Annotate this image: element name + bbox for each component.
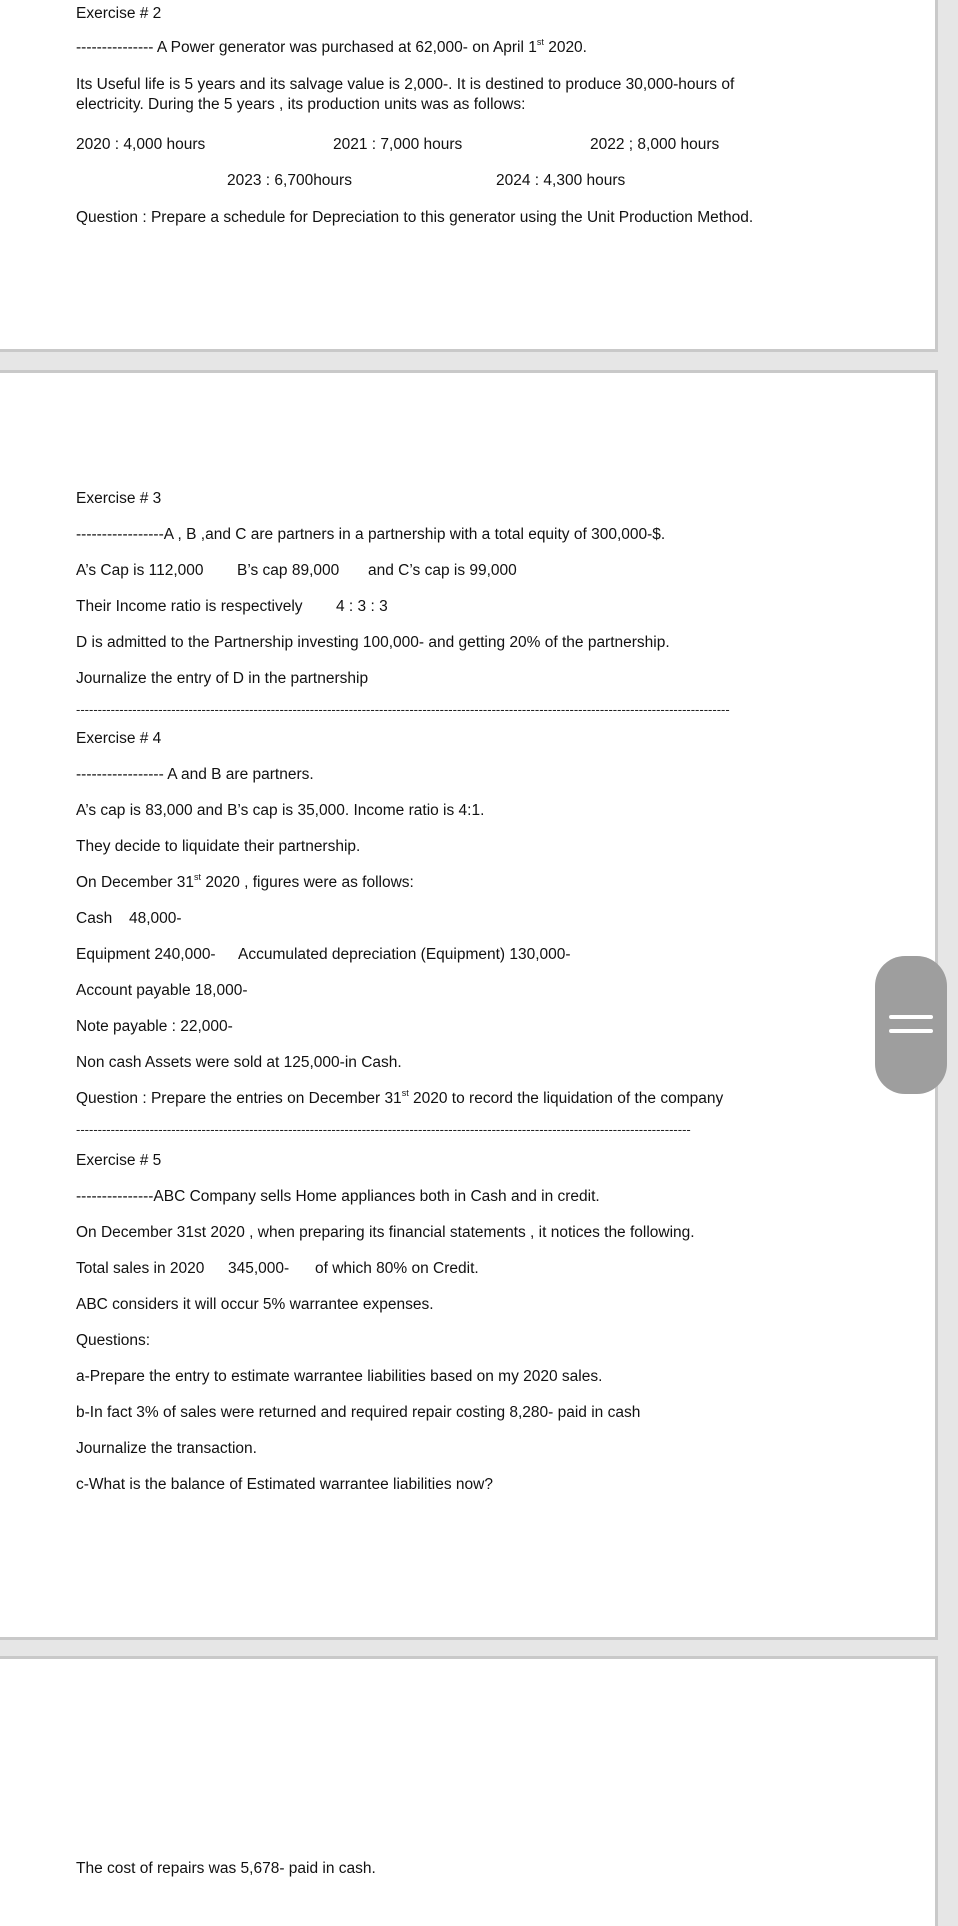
- superscript: st: [194, 871, 202, 882]
- hours-2022: 2022 ; 8,000 hours: [590, 136, 720, 153]
- cap-c: and C’s cap is 99,000: [368, 562, 517, 579]
- exercise-5-notice: On December 31st 2020 , when preparing its financial statements , it notices the following.: [76, 1224, 695, 1241]
- exercise-5-heading: Exercise # 5: [76, 1152, 162, 1169]
- cap-b: B’s cap 89,000: [237, 562, 340, 579]
- section-divider: ----------------------------------------------------------------------------------------------------------------------------------------------: [76, 1123, 691, 1137]
- sales-value: 345,000-: [228, 1260, 290, 1277]
- accumulated-depreciation: Accumulated depreciation (Equipment) 130,000-: [238, 946, 571, 963]
- admission-text: D is admitted to the Partnership investing 100,000- and getting 20% of the partnership.: [76, 634, 670, 651]
- exercise-2-paragraph: Its Useful life is 5 years and its salvage value is 2,000-. It is destined to produce 30,000-hours of electricity. During the 5 years , its production units was as follows:: [76, 76, 735, 113]
- accounts-payable: Account payable 18,000-: [76, 982, 248, 999]
- assets-sold: Non cash Assets were sold at 125,000-in Cash.: [76, 1054, 402, 1071]
- hours-2024: 2024 : 4,300 hours: [496, 172, 626, 189]
- cash-label: Cash: [76, 910, 113, 927]
- question-c: c-What is the balance of Estimated warrantee liabilities now?: [76, 1476, 493, 1493]
- sales-note: of which 80% on Credit.: [315, 1260, 479, 1277]
- income-ratio-value: 4 : 3 : 3: [336, 598, 388, 615]
- exercise-2-question: Question : Prepare a schedule for Depreciation to this generator using the Unit Production Method.: [76, 209, 754, 226]
- question-text: Question : Prepare the entries on December 31: [76, 1090, 402, 1107]
- question-text-end: 2020 to record the liquidation of the company: [408, 1090, 724, 1107]
- repairs-cost: The cost of repairs was 5,678- paid in cash.: [76, 1860, 376, 1877]
- cap-a: A’s Cap is 112,000: [76, 562, 204, 579]
- superscript: st: [536, 36, 544, 47]
- document-page-1: [0, 0, 938, 352]
- exercise-2-intro: [76, 38, 587, 58]
- sales-label: Total sales in 2020: [76, 1260, 205, 1277]
- question-a: a-Prepare the entry to estimate warrantee liabilities based on my 2020 sales.: [76, 1368, 603, 1385]
- exercise-4-heading: Exercise # 4: [76, 730, 162, 747]
- cash-value: 48,000-: [129, 910, 182, 927]
- figures-text: On December 31: [76, 874, 195, 891]
- partner-caps: A’s cap is 83,000 and B’s cap is 35,000. Income ratio is 4:1.: [76, 802, 485, 819]
- handle-grip-line: [889, 1015, 933, 1019]
- scroll-handle[interactable]: [875, 956, 947, 1094]
- exercise-3-intro: -----------------A , B ,and C are partners in a partnership with a total equity of 300,000-$.: [76, 526, 666, 543]
- hours-2023: 2023 : 6,700hours: [227, 172, 352, 189]
- warranty-estimate: ABC considers it will occur 5% warrantee expenses.: [76, 1296, 434, 1313]
- equipment-value: Equipment 240,000-: [76, 946, 216, 963]
- questions-label: Questions:: [76, 1332, 151, 1349]
- exercise-4-question: [76, 1089, 723, 1109]
- handle-grip-line: [889, 1029, 933, 1033]
- section-divider: -------------------------------------------------------------------------------------------------------------------------------------------------------: [76, 703, 730, 717]
- journalize-instruction: Journalize the transaction.: [76, 1440, 257, 1457]
- exercise-5-intro: ---------------ABC Company sells Home appliances both in Cash and in credit.: [76, 1188, 600, 1205]
- income-ratio-label: Their Income ratio is respectively: [76, 598, 303, 615]
- liquidation-decision: They decide to liquidate their partnership.: [76, 838, 361, 855]
- figures-text-end: 2020 , figures were as follows:: [201, 874, 414, 891]
- document-page-3: [0, 1656, 938, 1926]
- superscript: st: [401, 1087, 409, 1098]
- intro-text-end: 2020.: [543, 39, 587, 56]
- hours-2020: 2020 : 4,000 hours: [76, 136, 206, 153]
- intro-dashes: ---------------: [76, 39, 154, 56]
- question-b: b-In fact 3% of sales were returned and required repair costing 8,280- paid in cash: [76, 1404, 641, 1421]
- intro-text: A Power generator was purchased at 62,000- on April 1: [153, 39, 537, 56]
- exercise-3-task: Journalize the entry of D in the partnership: [76, 670, 369, 687]
- note-payable: Note payable : 22,000-: [76, 1018, 233, 1035]
- exercise-4-intro: ----------------- A and B are partners.: [76, 766, 314, 783]
- exercise-3-heading: Exercise # 3: [76, 490, 162, 507]
- exercise-2-heading: Exercise # 2: [76, 5, 162, 22]
- document-page-2: [0, 370, 938, 1640]
- figures-intro: [76, 873, 414, 893]
- hours-2021: 2021 : 7,000 hours: [333, 136, 463, 153]
